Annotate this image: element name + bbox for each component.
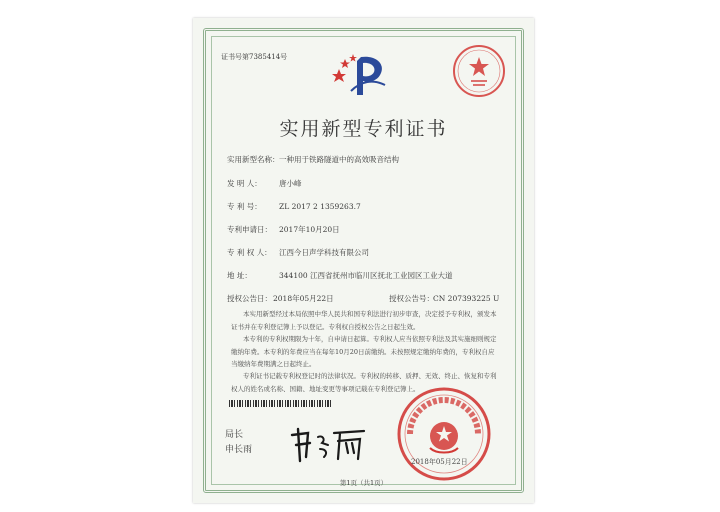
director-name: 申长雨: [225, 445, 253, 455]
field-filing-date-value: 2017年10月20日: [279, 225, 340, 234]
paragraph-register: 专利证书记载专利权登记时的法律状况。专利权的转移、质押、无效、终止、恢复和专利权人的姓名或名称、国籍、地址变更等事项记载在专利登记簿上。: [231, 372, 497, 393]
paragraph-grant: 本实用新型经过本局依照中华人民共和国专利法进行初步审查，决定授予专利权，颁发本证书并在专利登记簿上予以登记。专利权自授权公告之日起生效。: [231, 310, 497, 331]
field-inventor-label: 发 明 人：: [227, 179, 262, 188]
field-patent-no-label: 专 利 号：: [227, 202, 262, 211]
field-inventor-value: 唐小峰: [279, 179, 302, 188]
certificate-number: 证书号第7385414号: [221, 53, 288, 61]
field-name-label: 实用新型名称：: [227, 155, 280, 164]
page-footer: 第1页（共1页）: [339, 479, 388, 487]
announce-no-label: 授权公告号：: [389, 294, 434, 303]
certificate-title: 实用新型专利证书: [279, 118, 448, 140]
field-patent-no-value: ZL 2017 2 1359263.7: [279, 202, 361, 211]
barcode: [229, 400, 333, 407]
grant-date-value: 2018年05月22日: [273, 294, 334, 303]
seal-date: 2018年05月22日: [411, 458, 468, 466]
director-signature: [288, 423, 368, 467]
field-patentee-label: 专 利 权 人：: [227, 248, 272, 257]
patent-certificate: [193, 18, 534, 503]
field-address-label: 地 址：: [227, 271, 252, 280]
field-filing-date-label: 专利申请日：: [227, 225, 272, 234]
announce-no-value: CN 207393225 U: [433, 294, 500, 303]
field-patentee-value: 江西今日声学科技有限公司: [279, 248, 369, 257]
sipo-logo-icon: [331, 51, 391, 99]
grant-date-label: 授权公告日：: [227, 294, 272, 303]
field-name-value: 一种用于铁路隧道中的高效吸音结构: [279, 155, 399, 164]
director-title: 局长: [225, 430, 244, 440]
field-address-value: 344100 江西省抚州市临川区抚北工业园区工业大道: [279, 271, 453, 280]
paragraph-term: 本专利的专利权期限为十年，自申请日起算。专利权人应当依照专利法及其实施细则规定缴纳年费。本专利的年费应当在每年10月20日前缴纳。未按照规定缴纳年费的，专利权自应当缴纳年费期满之日起终止。: [231, 335, 497, 368]
special-seal-stamp: [451, 43, 507, 99]
national-ip-office-seal: [396, 386, 492, 482]
